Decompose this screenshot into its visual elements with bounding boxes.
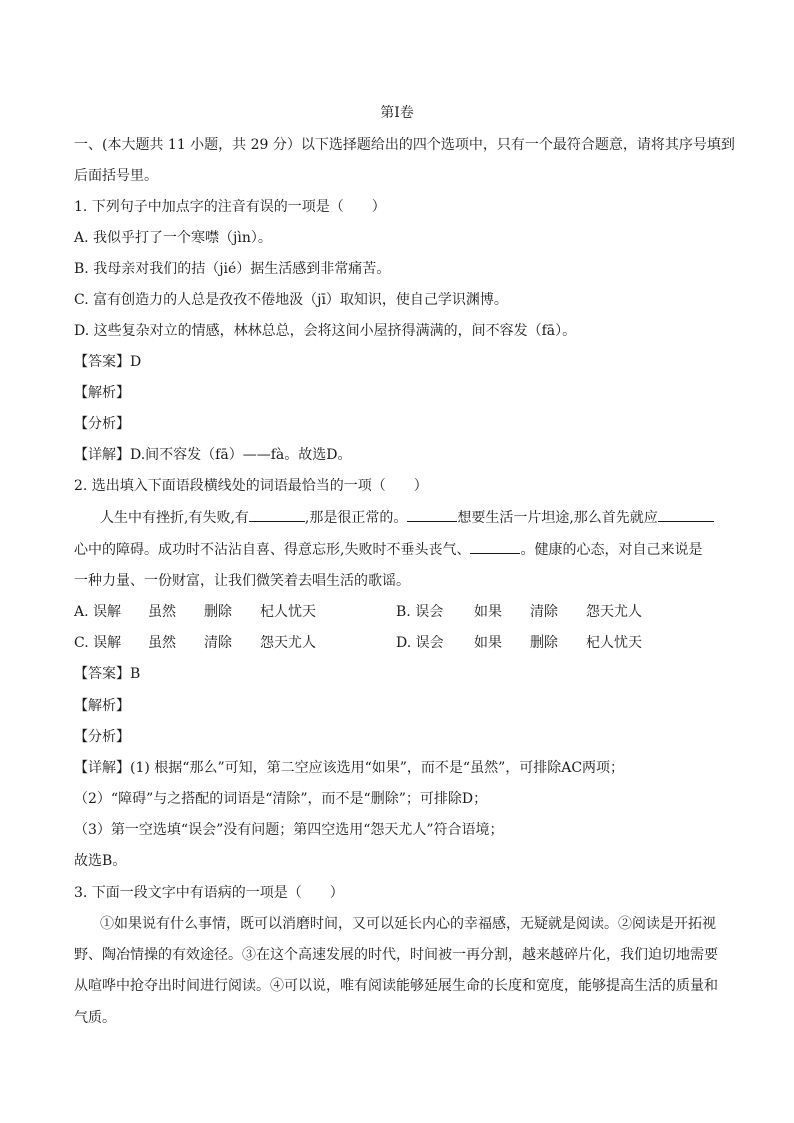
q2-detail-3: （3）第一空选填“误会”没有问题；第四空选用“怨天尤人”符合语境； bbox=[74, 822, 504, 838]
q2-option-a-1: A. 误解 bbox=[74, 604, 122, 620]
q2-option-b-2: 如果 bbox=[474, 604, 502, 620]
q1-answer: 【答案】D bbox=[74, 354, 142, 370]
q2-option-d-3: 删除 bbox=[530, 635, 558, 651]
q2-para-text-b: ,那是很正常的。 bbox=[304, 510, 408, 526]
q2-detail-2: （2）“障碍”与之搭配的词语是“清除”，而不是“删除”；可排除D； bbox=[74, 791, 488, 807]
q2-para-text-a: 人生中有挫折,有失败,有 bbox=[100, 510, 249, 526]
q2-option-d bbox=[396, 634, 642, 652]
section-instruction-line-2: 后面括号里。 bbox=[74, 168, 158, 184]
q2-option-d-2: 如果 bbox=[474, 635, 502, 651]
q1-fenxi: 【分析】 bbox=[74, 416, 130, 432]
q2-option-c-3: 清除 bbox=[204, 635, 232, 651]
q3-passage-line-3: 从喧哗中抢夺出时间进行阅读。④可以说，唯有阅读能够延展生命的长度和宽度，能够提高生活的质量和 bbox=[74, 978, 718, 994]
q2-fenxi: 【分析】 bbox=[74, 729, 130, 745]
q2-option-c bbox=[74, 634, 316, 652]
blank-1 bbox=[249, 509, 305, 522]
blank-3 bbox=[658, 509, 714, 522]
q1-jiexi: 【解析】 bbox=[74, 385, 130, 401]
q2-option-c-4: 怨天尤人 bbox=[260, 635, 316, 651]
q2-jiexi: 【解析】 bbox=[74, 698, 130, 714]
q2-option-c-1: C. 误解 bbox=[74, 635, 122, 651]
q3-passage-line-2: 野、陶冶情操的有效途径。③在这个高速发展的时代，时间被一再分割，越来越碎片化，我们迫切地需要 bbox=[74, 947, 718, 963]
q1-option-c: C. 富有创造力的人总是孜孜不倦地汲（jī）取知识，使自己学识渊博。 bbox=[74, 292, 508, 308]
q1-stem: 1. 下列句子中加点字的注音有误的一项是（ ） bbox=[74, 199, 386, 215]
q2-para-text-e: 。健康的心态，对自己来说是 bbox=[520, 542, 703, 558]
q2-option-d-1: D. 误会 bbox=[396, 635, 444, 651]
q2-option-c-2: 虽然 bbox=[148, 635, 176, 651]
q2-answer: 【答案】B bbox=[74, 666, 141, 682]
section-instruction-line-1: 一、(本大题共 11 小题，共 29 分）以下选择题给出的四个选项中，只有一个最符合题意，请将其序号填到 bbox=[74, 137, 735, 153]
q2-option-d-4: 杞人忧天 bbox=[586, 635, 642, 651]
q2-option-a-3: 删除 bbox=[204, 604, 232, 620]
q2-option-b-1: B. 误会 bbox=[396, 604, 444, 620]
blank-2 bbox=[407, 509, 457, 522]
q3-passage-line-1: ①如果说有什么事情，既可以消磨时间，又可以延长内心的幸福感，无疑就是阅读。②阅读是开拓视 bbox=[100, 916, 716, 932]
q2-para-text-c: 想要生活一片坦途,那么首先就应 bbox=[457, 510, 658, 526]
q2-option-a-4: 杞人忧天 bbox=[260, 604, 316, 620]
q2-option-b-4: 怨天尤人 bbox=[586, 604, 642, 620]
q3-stem: 3. 下面一段文字中有语病的一项是（ ） bbox=[74, 885, 344, 901]
q1-detail: 【详解】D.间不容发（fā）——fà。故选D。 bbox=[74, 447, 352, 463]
q2-stem: 2. 选出填入下面语段横线处的词语最恰当的一项（ ） bbox=[74, 478, 428, 494]
q2-conclusion: 故选B。 bbox=[74, 853, 127, 869]
blank-4 bbox=[470, 541, 520, 554]
q2-option-a-2: 虽然 bbox=[148, 604, 176, 620]
q2-para-text-d: 心中的障碍。成功时不沾沾自喜、得意忘形,失败时不垂头丧气、 bbox=[74, 542, 471, 558]
q2-option-b bbox=[396, 603, 642, 621]
q2-paragraph-line-2 bbox=[74, 541, 702, 559]
q3-passage-line-4: 气质。 bbox=[74, 1010, 116, 1026]
q1-option-a: A. 我似乎打了一个寒噤（jìn）。 bbox=[74, 230, 272, 246]
q2-detail-1: 【详解】(1) 根据“那么”可知，第二空应该选用“如果”，而不是“虽然”，可排除AC两项； bbox=[74, 760, 625, 776]
q2-paragraph-line-1 bbox=[100, 509, 714, 527]
q1-option-d: D. 这些复杂对立的情感，林林总总，会将这间小屋挤得满满的，间不容发（fā）。 bbox=[74, 323, 577, 339]
q2-paragraph-line-3: 一种力量、一份财富，让我们微笑着去唱生活的歌谣。 bbox=[74, 573, 410, 589]
q1-option-b: B. 我母亲对我们的拮（jié）据生活感到非常痛苦。 bbox=[74, 261, 391, 277]
q2-option-a bbox=[74, 603, 316, 621]
page-title: 第Ⅰ卷 bbox=[380, 105, 414, 121]
q2-option-b-3: 清除 bbox=[530, 604, 558, 620]
